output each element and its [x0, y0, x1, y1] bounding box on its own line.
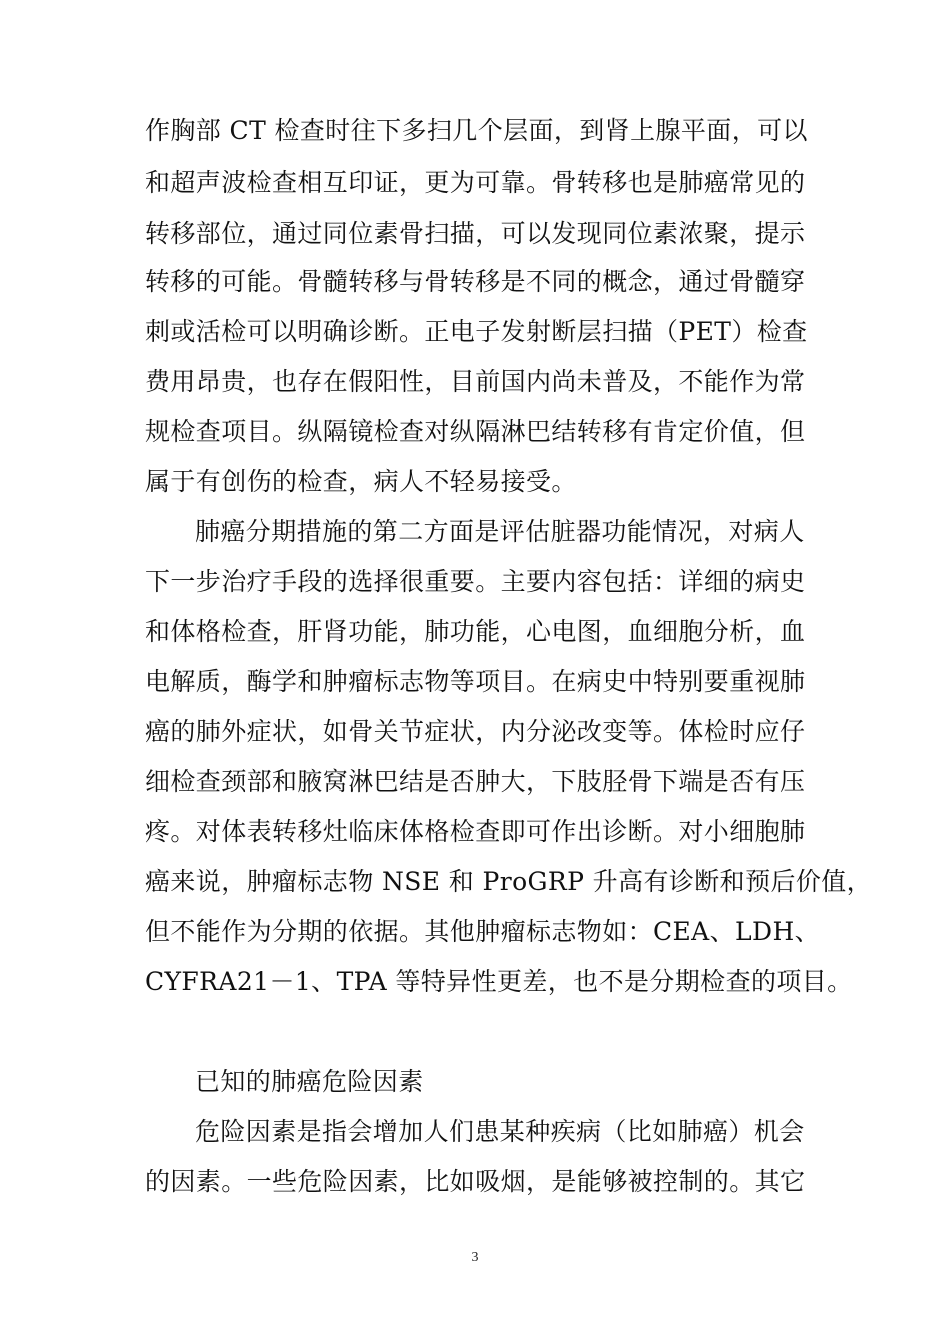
text-line: 下一步治疗手段的选择很重要。主要内容包括：详细的病史	[145, 567, 806, 596]
section-heading: 已知的肺癌危险因素	[195, 1067, 424, 1096]
text-line: 肺癌分期措施的第二方面是评估脏器功能情况，对病人	[195, 517, 805, 546]
text-line: 作胸部 CT 检查时往下多扫几个层面，到肾上腺平面，可以	[145, 116, 808, 145]
text-line: 和超声波检查相互印证，更为可靠。骨转移也是肺癌常见的	[145, 168, 806, 197]
text-line: 转移的可能。骨髓转移与骨转移是不同的概念，通过骨髓穿	[145, 267, 806, 296]
page-number: 3	[471, 1250, 479, 1265]
text-line: 的因素。一些危险因素，比如吸烟，是能够被控制的。其它	[145, 1167, 806, 1196]
text-line: 刺或活检可以明确诊断。正电子发射断层扫描（PET）检查	[145, 317, 808, 346]
text-line: 细检查颈部和腋窝淋巴结是否肿大，下肢胫骨下端是否有压	[145, 767, 806, 796]
text-line: 属于有创伤的检查，病人不轻易接受。	[145, 467, 577, 496]
text-line: CYFRA21－1、TPA 等特异性更差，也不是分期检查的项目。	[145, 967, 853, 996]
text-line: 电解质，酶学和肿瘤标志物等项目。在病史中特别要重视肺	[145, 667, 806, 696]
text-line: 规检查项目。纵隔镜检查对纵隔淋巴结转移有肯定价值，但	[145, 417, 806, 446]
text-line: 费用昂贵，也存在假阳性，目前国内尚未普及，不能作为常	[145, 367, 806, 396]
text-line: 疼。对体表转移灶临床体格检查即可作出诊断。对小细胞肺	[145, 817, 806, 846]
text-line: 和体格检查，肝肾功能，肺功能，心电图，血细胞分析，血	[145, 617, 806, 646]
text-line: 癌的肺外症状，如骨关节症状，内分泌改变等。体检时应仔	[145, 717, 806, 746]
text-line: 癌来说，肿瘤标志物 NSE 和 ProGRP 升高有诊断和预后价值，	[145, 867, 873, 896]
text-line: 但不能作为分期的依据。其他肿瘤标志物如：CEA、LDH、	[145, 917, 821, 946]
text-line: 转移部位，通过同位素骨扫描，可以发现同位素浓聚，提示	[145, 219, 806, 248]
text-line: 危险因素是指会增加人们患某种疾病（比如肺癌）机会	[195, 1117, 805, 1146]
